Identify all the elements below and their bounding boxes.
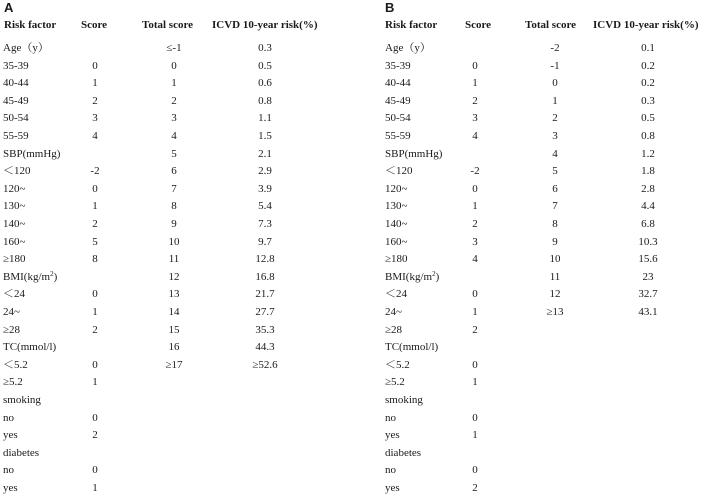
factor-label: Age（y） [385, 42, 431, 54]
risk-row [354, 234, 694, 251]
factor-label: ≥28 [385, 323, 403, 336]
factor-score: 1 [472, 306, 478, 318]
factor-label: no [385, 411, 396, 424]
risk-row [0, 251, 340, 268]
factor-label-suffix: ) [53, 270, 58, 283]
factor-score: 4 [92, 130, 98, 142]
factor-label-suffix: ) [435, 270, 440, 283]
risk-row [0, 304, 340, 321]
total-score-value: 1 [552, 94, 558, 107]
header-icvd-risk: ICVD 10-year risk(%) [212, 19, 318, 31]
factor-score: 1 [92, 376, 98, 389]
header-total-score: Total score [525, 19, 577, 31]
factor-row [354, 462, 494, 479]
factor-label: 55-59 [385, 130, 411, 142]
total-score-value: 9 [171, 218, 177, 230]
factor-score: 0 [92, 182, 98, 195]
icvd-risk-value: 2.8 [641, 182, 655, 195]
factor-row [0, 480, 140, 497]
factor-label: 24~ [3, 306, 20, 318]
total-score-value: 2 [171, 94, 177, 107]
factor-score: 2 [92, 429, 98, 442]
factor-score: 0 [472, 411, 478, 424]
factor-score: 4 [472, 253, 478, 266]
total-score-value: 12 [168, 270, 180, 283]
factor-label: SBP(mmHg) [385, 147, 443, 160]
factor-score: 0 [92, 411, 98, 424]
factor-score: -2 [90, 165, 100, 178]
total-score-value: 15 [168, 323, 180, 336]
icvd-risk-value: 1.1 [258, 112, 272, 125]
risk-row [354, 40, 694, 57]
factor-label: yes [385, 482, 400, 494]
risk-row [0, 110, 340, 127]
factor-score: -2 [470, 165, 480, 178]
icvd-risk-value: 23 [642, 270, 654, 283]
risk-row [354, 75, 694, 92]
risk-row [0, 146, 340, 163]
factor-label: TC(mmol/l) [3, 341, 57, 354]
factor-score: 0 [472, 182, 478, 195]
risk-row [354, 146, 694, 163]
risk-row [0, 75, 340, 92]
factor-label: ≥28 [3, 323, 21, 336]
factor-score: 0 [92, 358, 98, 371]
factor-row [0, 462, 140, 479]
icvd-risk-value: 16.8 [255, 270, 275, 283]
factor-row [354, 480, 494, 497]
factor-label: diabetes [3, 446, 40, 459]
icvd-risk-value: 12.8 [255, 253, 275, 266]
factor-score: 2 [472, 323, 478, 336]
factor-label: 140~ [385, 218, 408, 230]
total-score-value: 9 [552, 235, 558, 248]
icvd-risk-value: 0.5 [641, 112, 655, 125]
icvd-risk-value: 0.3 [641, 94, 655, 107]
icvd-risk-value: 43.1 [638, 306, 658, 318]
factor-score: 2 [472, 94, 478, 107]
total-score-value: ≥13 [546, 306, 564, 318]
total-score-value: 0 [552, 77, 558, 90]
header-total-score: Total score [142, 19, 194, 31]
risk-row [0, 286, 340, 303]
factor-label: SBP(mmHg) [3, 147, 61, 160]
risk-row [354, 93, 694, 110]
factor-score: 3 [92, 112, 98, 125]
factor-label: no [385, 464, 396, 477]
factor-label: 55-59 [3, 130, 29, 142]
factor-score: 0 [472, 358, 478, 371]
factor-row [0, 445, 140, 462]
total-score-value: 4 [171, 130, 177, 142]
factor-label: 140~ [3, 218, 26, 230]
factor-score: 5 [92, 235, 98, 248]
factor-score: 0 [472, 464, 478, 477]
icvd-risk-value: 0.6 [258, 77, 272, 90]
total-score-value: 12 [549, 288, 561, 301]
risk-row [354, 304, 694, 321]
factor-score: 3 [472, 235, 478, 248]
factor-label: Age（y） [3, 42, 49, 54]
factor-score: 1 [472, 376, 478, 389]
risk-row [0, 40, 340, 57]
factor-label: ＜120 [3, 165, 31, 178]
icvd-risk-value: 1.8 [641, 165, 655, 178]
factor-label: smoking [3, 394, 41, 406]
factor-label: 35-39 [3, 59, 29, 72]
total-score-value: 5 [171, 147, 177, 160]
risk-row [0, 198, 340, 215]
icvd-risk-value: 4.4 [641, 200, 655, 213]
factor-label: 130~ [385, 200, 408, 213]
factor-label: yes [385, 429, 400, 442]
icvd-risk-value: 10.3 [638, 235, 658, 248]
risk-row [0, 339, 340, 356]
factor-label: $BMI(kg/m^2)$ [385, 269, 440, 283]
factor-label: 24~ [385, 306, 402, 318]
factor-score: 2 [472, 482, 478, 494]
factor-score: 0 [92, 59, 98, 72]
factor-row [0, 427, 140, 444]
factor-score: 1 [92, 306, 98, 318]
risk-row [0, 93, 340, 110]
factor-score: 1 [472, 200, 478, 213]
factor-superscript: 2 [432, 269, 436, 278]
total-score-value: 16 [168, 341, 180, 354]
factor-label: 130~ [3, 200, 26, 213]
factor-label: 40-44 [3, 77, 29, 90]
total-score-value: -2 [550, 42, 560, 54]
total-score-value: 11 [549, 270, 561, 283]
risk-row [354, 128, 694, 145]
risk-row [354, 216, 694, 233]
icvd-risk-value: 44.3 [255, 341, 275, 354]
factor-label: ≥5.2 [3, 376, 23, 389]
total-score-value: 2 [552, 112, 558, 125]
risk-row [354, 110, 694, 127]
icvd-risk-value: 32.7 [638, 288, 658, 301]
factor-label: no [3, 464, 14, 477]
factor-row [0, 410, 140, 427]
factor-row [354, 427, 494, 444]
header-icvd-risk: ICVD 10-year risk(%) [593, 19, 699, 31]
header-risk-factor: Risk factor [4, 19, 57, 31]
total-score-value: 3 [552, 130, 558, 142]
total-score-value: -1 [550, 59, 560, 72]
factor-label: ＜5.2 [3, 358, 28, 371]
factor-label: 35-39 [385, 59, 411, 72]
icvd-risk-value: 0.2 [641, 59, 655, 72]
panel-label: B [385, 0, 395, 15]
total-score-value: 10 [168, 235, 180, 248]
factor-score: 1 [472, 77, 478, 90]
total-score-value: ≥17 [165, 358, 183, 371]
icvd-risk-value: 0.8 [258, 94, 272, 107]
factor-label: yes [3, 429, 18, 442]
factor-score: 2 [92, 218, 98, 230]
factor-score: 1 [92, 200, 98, 213]
factor-label: 50-54 [3, 112, 29, 125]
total-score-value: 5 [552, 165, 558, 178]
factor-score: 2 [92, 94, 98, 107]
factor-label: smoking [385, 394, 423, 406]
icvd-risk-value: 6.8 [641, 218, 655, 230]
factor-score: 8 [92, 253, 98, 266]
factor-score: 0 [472, 59, 478, 72]
factor-row [354, 374, 494, 391]
factor-row [354, 410, 494, 427]
risk-row [354, 58, 694, 75]
icvd-risk-value: 2.1 [258, 147, 272, 160]
factor-score: 2 [92, 323, 98, 336]
risk-row [0, 181, 340, 198]
factor-score: 1 [472, 429, 478, 442]
factor-score: 0 [92, 288, 98, 301]
icvd-risk-value: 0.2 [641, 77, 655, 90]
factor-label: 40-44 [385, 77, 411, 90]
icvd-risk-value: 1.5 [258, 130, 272, 142]
total-score-value: 8 [171, 200, 177, 213]
risk-row [354, 198, 694, 215]
factor-label: ≥5.2 [385, 376, 405, 389]
factor-label: ＜5.2 [385, 358, 410, 371]
factor-score: 4 [472, 130, 478, 142]
factor-score: 2 [472, 218, 478, 230]
icvd-risk-value: 5.4 [258, 200, 272, 213]
factor-row [0, 392, 140, 409]
total-score-value: 4 [552, 147, 558, 160]
risk-row [354, 251, 694, 268]
total-score-value: 1 [171, 77, 177, 90]
icvd-risk-value: 27.7 [255, 306, 275, 318]
icvd-risk-value: 0.5 [258, 59, 272, 72]
icvd-risk-value: 0.8 [641, 130, 655, 142]
icvd-risk-value: 9.7 [258, 235, 272, 248]
factor-label: TC(mmol/l) [385, 341, 439, 354]
total-score-value: 13 [168, 288, 180, 301]
factor-row [354, 357, 494, 374]
panel-b [354, 0, 708, 494]
risk-row [0, 216, 340, 233]
header-risk-factor: Risk factor [385, 19, 438, 31]
total-score-value: 14 [168, 306, 180, 318]
icvd-risk-value: 0.3 [258, 42, 272, 54]
factor-label: diabetes [385, 446, 422, 459]
risk-row [0, 357, 340, 374]
total-score-value: 7 [552, 200, 558, 213]
factor-label: $BMI(kg/m^2)$ [3, 269, 58, 283]
panel-label: A [4, 0, 14, 15]
icvd-risk-value: 0.1 [641, 42, 655, 54]
header-score: Score [465, 19, 492, 31]
total-score-value: 6 [552, 182, 558, 195]
icvd-risk-value: 35.3 [255, 323, 275, 336]
factor-label: 120~ [3, 182, 26, 195]
factor-label: 45-49 [385, 94, 411, 107]
icvd-risk-value: 7.3 [258, 218, 272, 230]
total-score-value: 3 [171, 112, 177, 125]
icvd-risk-value: ≥52.6 [252, 358, 278, 371]
factor-score: 0 [472, 288, 478, 301]
factor-label: 160~ [3, 235, 26, 248]
factor-label: ＜24 [3, 288, 25, 301]
icvd-risk-value: 2.9 [258, 165, 272, 178]
risk-row [354, 286, 694, 303]
icvd-risk-value: 15.6 [638, 253, 658, 266]
panel-a [0, 0, 354, 494]
risk-row [354, 269, 694, 286]
total-score-value: 6 [171, 165, 177, 178]
factor-label: ≥180 [385, 253, 408, 266]
factor-label: 45-49 [3, 94, 29, 107]
factor-row [354, 322, 494, 339]
icvd-risk-value: 1.2 [641, 147, 655, 160]
factor-row [354, 339, 494, 356]
factor-row [354, 392, 494, 409]
factor-label: ＜120 [385, 165, 413, 178]
risk-row [0, 128, 340, 145]
factor-label: 50-54 [385, 112, 411, 125]
icvd-risk-value: 21.7 [255, 288, 275, 301]
factor-score: 3 [472, 112, 478, 125]
total-score-value: 11 [168, 253, 180, 266]
total-score-value: 0 [171, 59, 177, 72]
risk-row [0, 322, 340, 339]
factor-score: 0 [92, 464, 98, 477]
factor-label: 160~ [385, 235, 408, 248]
risk-row [0, 163, 340, 180]
factor-label: yes [3, 482, 18, 494]
risk-row [0, 234, 340, 251]
risk-row [354, 163, 694, 180]
total-score-value: 10 [549, 253, 561, 266]
header-score: Score [81, 19, 108, 31]
factor-row [0, 374, 140, 391]
factor-label: 120~ [385, 182, 408, 195]
icvd-risk-value: 3.9 [258, 182, 272, 195]
total-score-value: 8 [552, 218, 558, 230]
total-score-value: 7 [171, 182, 177, 195]
factor-label: no [3, 411, 14, 424]
factor-superscript: 2 [50, 269, 54, 278]
risk-row [354, 181, 694, 198]
risk-row [0, 58, 340, 75]
factor-label: ＜24 [385, 288, 407, 301]
risk-row [0, 269, 340, 286]
factor-label: ≥180 [3, 253, 26, 266]
total-score-value: ≤-1 [166, 42, 182, 54]
factor-score: 1 [92, 482, 98, 494]
factor-score: 1 [92, 77, 98, 90]
factor-row [354, 445, 494, 462]
